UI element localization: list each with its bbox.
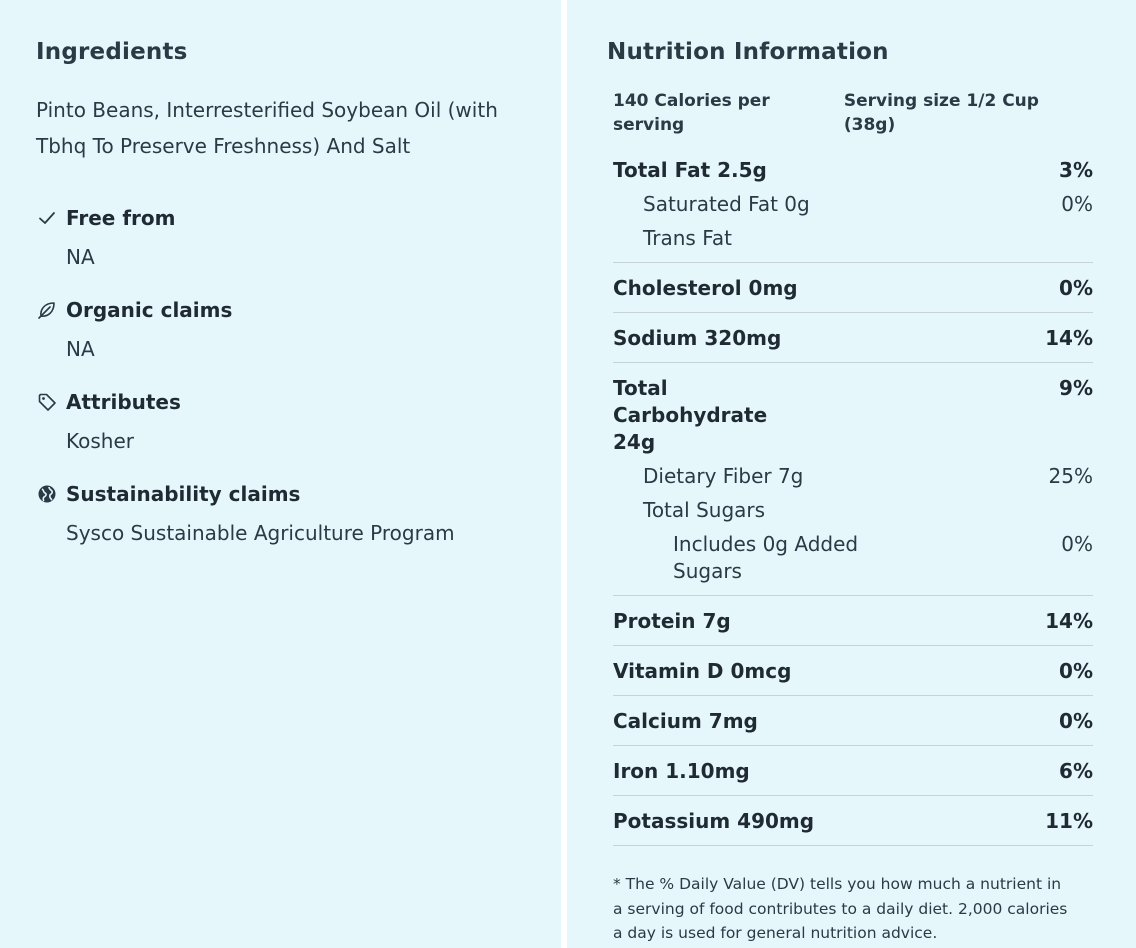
- nutrient-group-vitamin-d: [613, 646, 1093, 696]
- globe-icon: [36, 483, 58, 505]
- ingredients-heading: Ingredients: [36, 39, 188, 65]
- daily-value: 6%: [1059, 759, 1093, 783]
- nutrient-label: Potassium 490mg: [613, 809, 815, 833]
- nutrient-label: Protein 7g: [613, 609, 731, 633]
- nutrient-label: Total Carbohydrate 24g: [613, 376, 768, 454]
- nutrient-subrow: [613, 225, 1093, 252]
- claim-free-from: [36, 203, 561, 271]
- claim-attributes: [36, 387, 561, 455]
- nutrient-row: [613, 608, 1093, 635]
- daily-value: 0%: [1059, 659, 1093, 683]
- daily-value: 0%: [1059, 709, 1093, 733]
- ingredients-panel: [0, 0, 561, 948]
- nutrient-group-protein: [613, 596, 1093, 646]
- claim-organic: [36, 295, 561, 363]
- daily-value: 25%: [1048, 464, 1093, 488]
- nutrient-subrow: [613, 497, 1093, 524]
- nutrition-table: [613, 89, 1093, 846]
- nutrient-row: [613, 275, 1093, 302]
- daily-value-footnote: * The % Daily Value (DV) tells you how much a nutrient in a serving of food contributes to a daily diet. 2,000 calories a day is used for general nutrition advice.: [613, 875, 1068, 942]
- ingredients-text: Pinto Beans, Interresterified Soybean Oil (with Tbhq To Preserve Freshness) And Salt: [36, 98, 498, 158]
- daily-value: 14%: [1045, 326, 1093, 350]
- nutrient-label: Vitamin D 0mcg: [613, 659, 792, 683]
- nutrient-subrow: [613, 531, 1093, 585]
- nutrition-panel: [567, 0, 1136, 948]
- nutrient-row: [613, 157, 1093, 184]
- nutrient-label: Sodium 320mg: [613, 326, 782, 350]
- claim-value: Kosher: [66, 429, 134, 453]
- nutrition-heading: Nutrition Information: [607, 39, 889, 65]
- nutrient-subrow: [613, 463, 1093, 490]
- nutrient-label: Cholesterol 0mg: [613, 276, 798, 300]
- nutrient-label: Trans Fat: [643, 226, 732, 250]
- nutrient-group-calcium: [613, 696, 1093, 746]
- claim-title: Sustainability claims: [66, 482, 301, 506]
- tag-icon: [36, 391, 58, 413]
- nutrient-row: [613, 658, 1093, 685]
- nutrient-label: Iron 1.10mg: [613, 759, 750, 783]
- nutrient-label: Calcium 7mg: [613, 709, 758, 733]
- nutrient-label: Total Sugars: [643, 498, 766, 522]
- nutrient-row: [613, 325, 1093, 352]
- daily-value: 3%: [1059, 158, 1093, 182]
- claim-title: Free from: [66, 206, 176, 230]
- daily-value: 0%: [1059, 276, 1093, 300]
- nutrient-label: Includes 0g Added Sugars: [673, 532, 859, 583]
- claim-value: Sysco Sustainable Agriculture Program: [66, 521, 455, 545]
- leaf-icon: [36, 299, 58, 321]
- daily-value: 14%: [1045, 609, 1093, 633]
- nutrient-group-total-fat: [613, 137, 1093, 263]
- claim-value: NA: [66, 245, 95, 269]
- nutrient-subrow: [613, 191, 1093, 218]
- nutrient-row: [613, 708, 1093, 735]
- claim-title: Organic claims: [66, 298, 233, 322]
- claim-sustainability: [36, 479, 561, 547]
- nutrient-label: Dietary Fiber 7g: [643, 464, 804, 488]
- daily-value: 0%: [1061, 192, 1093, 216]
- nutrient-group-potassium: [613, 796, 1093, 846]
- daily-value: 0%: [1061, 532, 1093, 556]
- nutrient-label: Total Fat 2.5g: [613, 158, 767, 182]
- calories-per-serving: 140 Calories per serving: [613, 91, 770, 135]
- nutrient-label: Saturated Fat 0g: [643, 192, 810, 216]
- serving-size: Serving size 1/2 Cup (38g): [843, 91, 1039, 135]
- nutrient-row: [613, 758, 1093, 785]
- nutrient-row: [613, 375, 1093, 456]
- daily-value: 11%: [1045, 809, 1093, 833]
- nutrient-group-carbohydrate: [613, 363, 1093, 596]
- nutrient-group-iron: [613, 746, 1093, 796]
- serving-info: [613, 89, 1093, 137]
- check-icon: [36, 207, 58, 229]
- nutrient-group-cholesterol: [613, 263, 1093, 313]
- claim-value: NA: [66, 337, 95, 361]
- daily-value: 9%: [1059, 376, 1093, 400]
- nutrient-group-sodium: [613, 313, 1093, 363]
- nutrient-row: [613, 808, 1093, 835]
- claim-title: Attributes: [66, 390, 181, 414]
